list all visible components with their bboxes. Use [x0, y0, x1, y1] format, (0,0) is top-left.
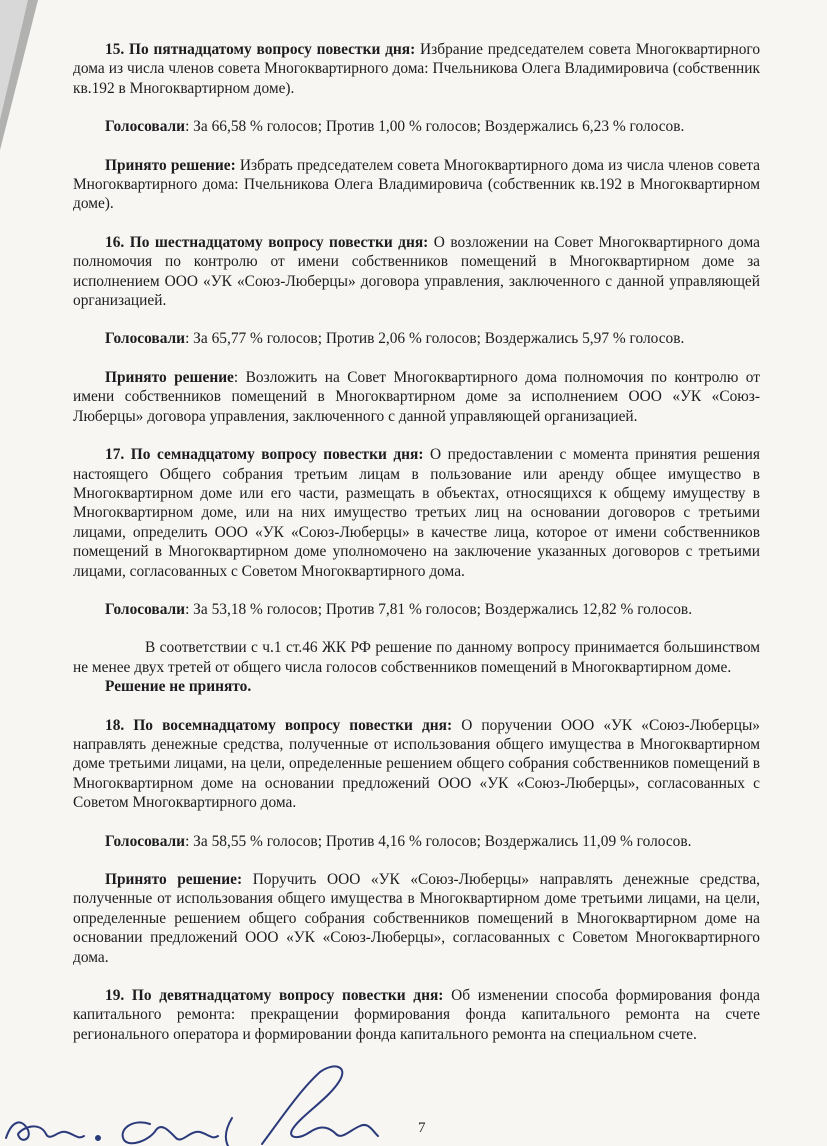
- question-text: О предоставлении с момента принятия решения настоящего Общего собрания третьим лицам в пользование или аренду общее имущество в Многоквартирном доме или его части, размещать в объектах, относящихся к общему имуществу в Многоквартирном доме, или на них имущество третьих лиц на основании договоров с третьими лицами, определить ООО «УК «Союз-Люберцы» в качестве лица, которое от имени собственников помещений в Многоквартирном доме уполномочено на заключение указанных договоров с третьими лицами, согласованных с Советом Многоквартирного дома.: [73, 446, 760, 580]
- decision-rejected: Решение не принято.: [105, 678, 252, 696]
- question-text: О возложении на Совет Многоквартирного дома полномочия по контролю от имени собственников помещений в Многоквартирном доме за исполнением ООО «УК «Союз-Люберцы» договора управления, заключенного с данной управляющей организацией.: [73, 233, 760, 310]
- handwritten-signatures-icon: [0, 1060, 420, 1146]
- question-heading: 18. По восемнадцатому вопросу повестки дня:: [105, 716, 453, 734]
- question-15: [73, 40, 760, 98]
- vote-result: : За 66,58 % голосов; Против 1,00 % голосов; Воздержались 6,23 % голосов.: [185, 118, 685, 136]
- document-body: [73, 40, 760, 1044]
- question-19: [73, 986, 760, 1044]
- signature-4: [262, 1066, 378, 1144]
- decision-17: [73, 677, 760, 696]
- signature-dot: [96, 1136, 100, 1140]
- decision-text: Избрать председателем совета Многоквартирного дома из числа членов совета Многоквартирного дома: Пчельникова Олега Владимировича (собственник кв.192 в Многоквартирном доме).: [73, 156, 760, 213]
- question-16: [73, 233, 760, 311]
- decision-label: Принято решение: [105, 368, 234, 386]
- page-number: 7: [418, 1120, 426, 1136]
- vote-label: Голосовали: [105, 600, 186, 618]
- decision-18: [73, 870, 760, 967]
- decision-label: Принято решение:: [105, 871, 243, 888]
- vote-16: [73, 329, 760, 348]
- page-fold: [0, 0, 28, 120]
- legal-note-17: В соответствии с ч.1 ст.46 ЖК РФ решение по данному вопросу принимается большинством не менее двух третей от общего числа голосов собственников помещений в Многоквартирном доме.: [73, 639, 760, 676]
- vote-17: [73, 600, 760, 619]
- vote-15: [73, 117, 760, 136]
- vote-label: Голосовали: [105, 330, 186, 348]
- question-heading: 17. По семнадцатому вопросу повестки дня:: [105, 446, 424, 464]
- question-text: Об изменении способа формирования фонда капитального ремонта: прекращении формирования фонда капитального ремонта на счете регионального оператора и формировании фонда капитального ремонта на специальном счете.: [73, 987, 760, 1043]
- decision-text: : Возложить на Совет Многоквартирного дома полномочия по контролю от имени собственников помещений в Многоквартирном доме за исполнением ООО «УК «Союз-Люберцы» договора управления, заключенного с данной управляющей организацией.: [73, 368, 761, 425]
- signature-2: [123, 1122, 218, 1143]
- question-18: [73, 716, 760, 813]
- signature-3: [226, 1118, 232, 1146]
- question-17: [73, 445, 760, 581]
- decision-15: [73, 156, 760, 214]
- signature-1: [6, 1122, 84, 1139]
- vote-label: Голосовали: [105, 832, 186, 850]
- vote-18: [73, 832, 760, 851]
- question-text: О поручении ООО «УК «Союз-Люберцы» направлять денежные средства, полученные от использования общего имущества в Многоквартирном доме третьими лицами, на цели, определенные решением общего собрания собственников помещений в Многоквартирном доме на основании предложений ООО «УК «Союз-Люберцы», согласованных с Советом Многоквартирного дома.: [73, 716, 760, 812]
- vote-result: : За 53,18 % голосов; Против 7,81 % голосов; Воздержались 12,82 % голосов.: [185, 600, 693, 618]
- question-heading: 16. По шестнадцатому вопросу повестки дня:: [105, 233, 429, 251]
- vote-label: Голосовали: [105, 118, 186, 136]
- vote-result: : За 65,77 % голосов; Против 2,06 % голосов; Воздержались 5,97 % голосов.: [185, 330, 685, 348]
- decision-16: [73, 368, 760, 426]
- question-heading: 15. По пятнадцатому вопросу повестки дня:: [105, 41, 416, 58]
- question-heading: 19. По девятнадцатому вопросу повестки дня:: [105, 987, 444, 1005]
- question-text: Избрание председателем совета Многоквартирного дома из числа членов совета Многоквартирного дома: Пчельникова Олега Владимировича (собственник кв.192 в Многоквартирном доме).: [73, 41, 761, 97]
- decision-label: Принято решение:: [105, 156, 236, 174]
- vote-result: : За 58,55 % голосов; Против 4,16 % голосов; Воздержались 11,09 % голосов.: [185, 832, 692, 850]
- decision-text: Поручить ООО «УК «Союз-Люберцы» направлять денежные средства, полученные от использования общего имущества в Многоквартирном доме третьими лицами, на цели, определенные решением общего собрания собственников помещений в Многоквартирном доме на основании предложений ООО «УК «Союз-Люберцы», согласованных с Советом Многоквартирного дома.: [73, 871, 760, 966]
